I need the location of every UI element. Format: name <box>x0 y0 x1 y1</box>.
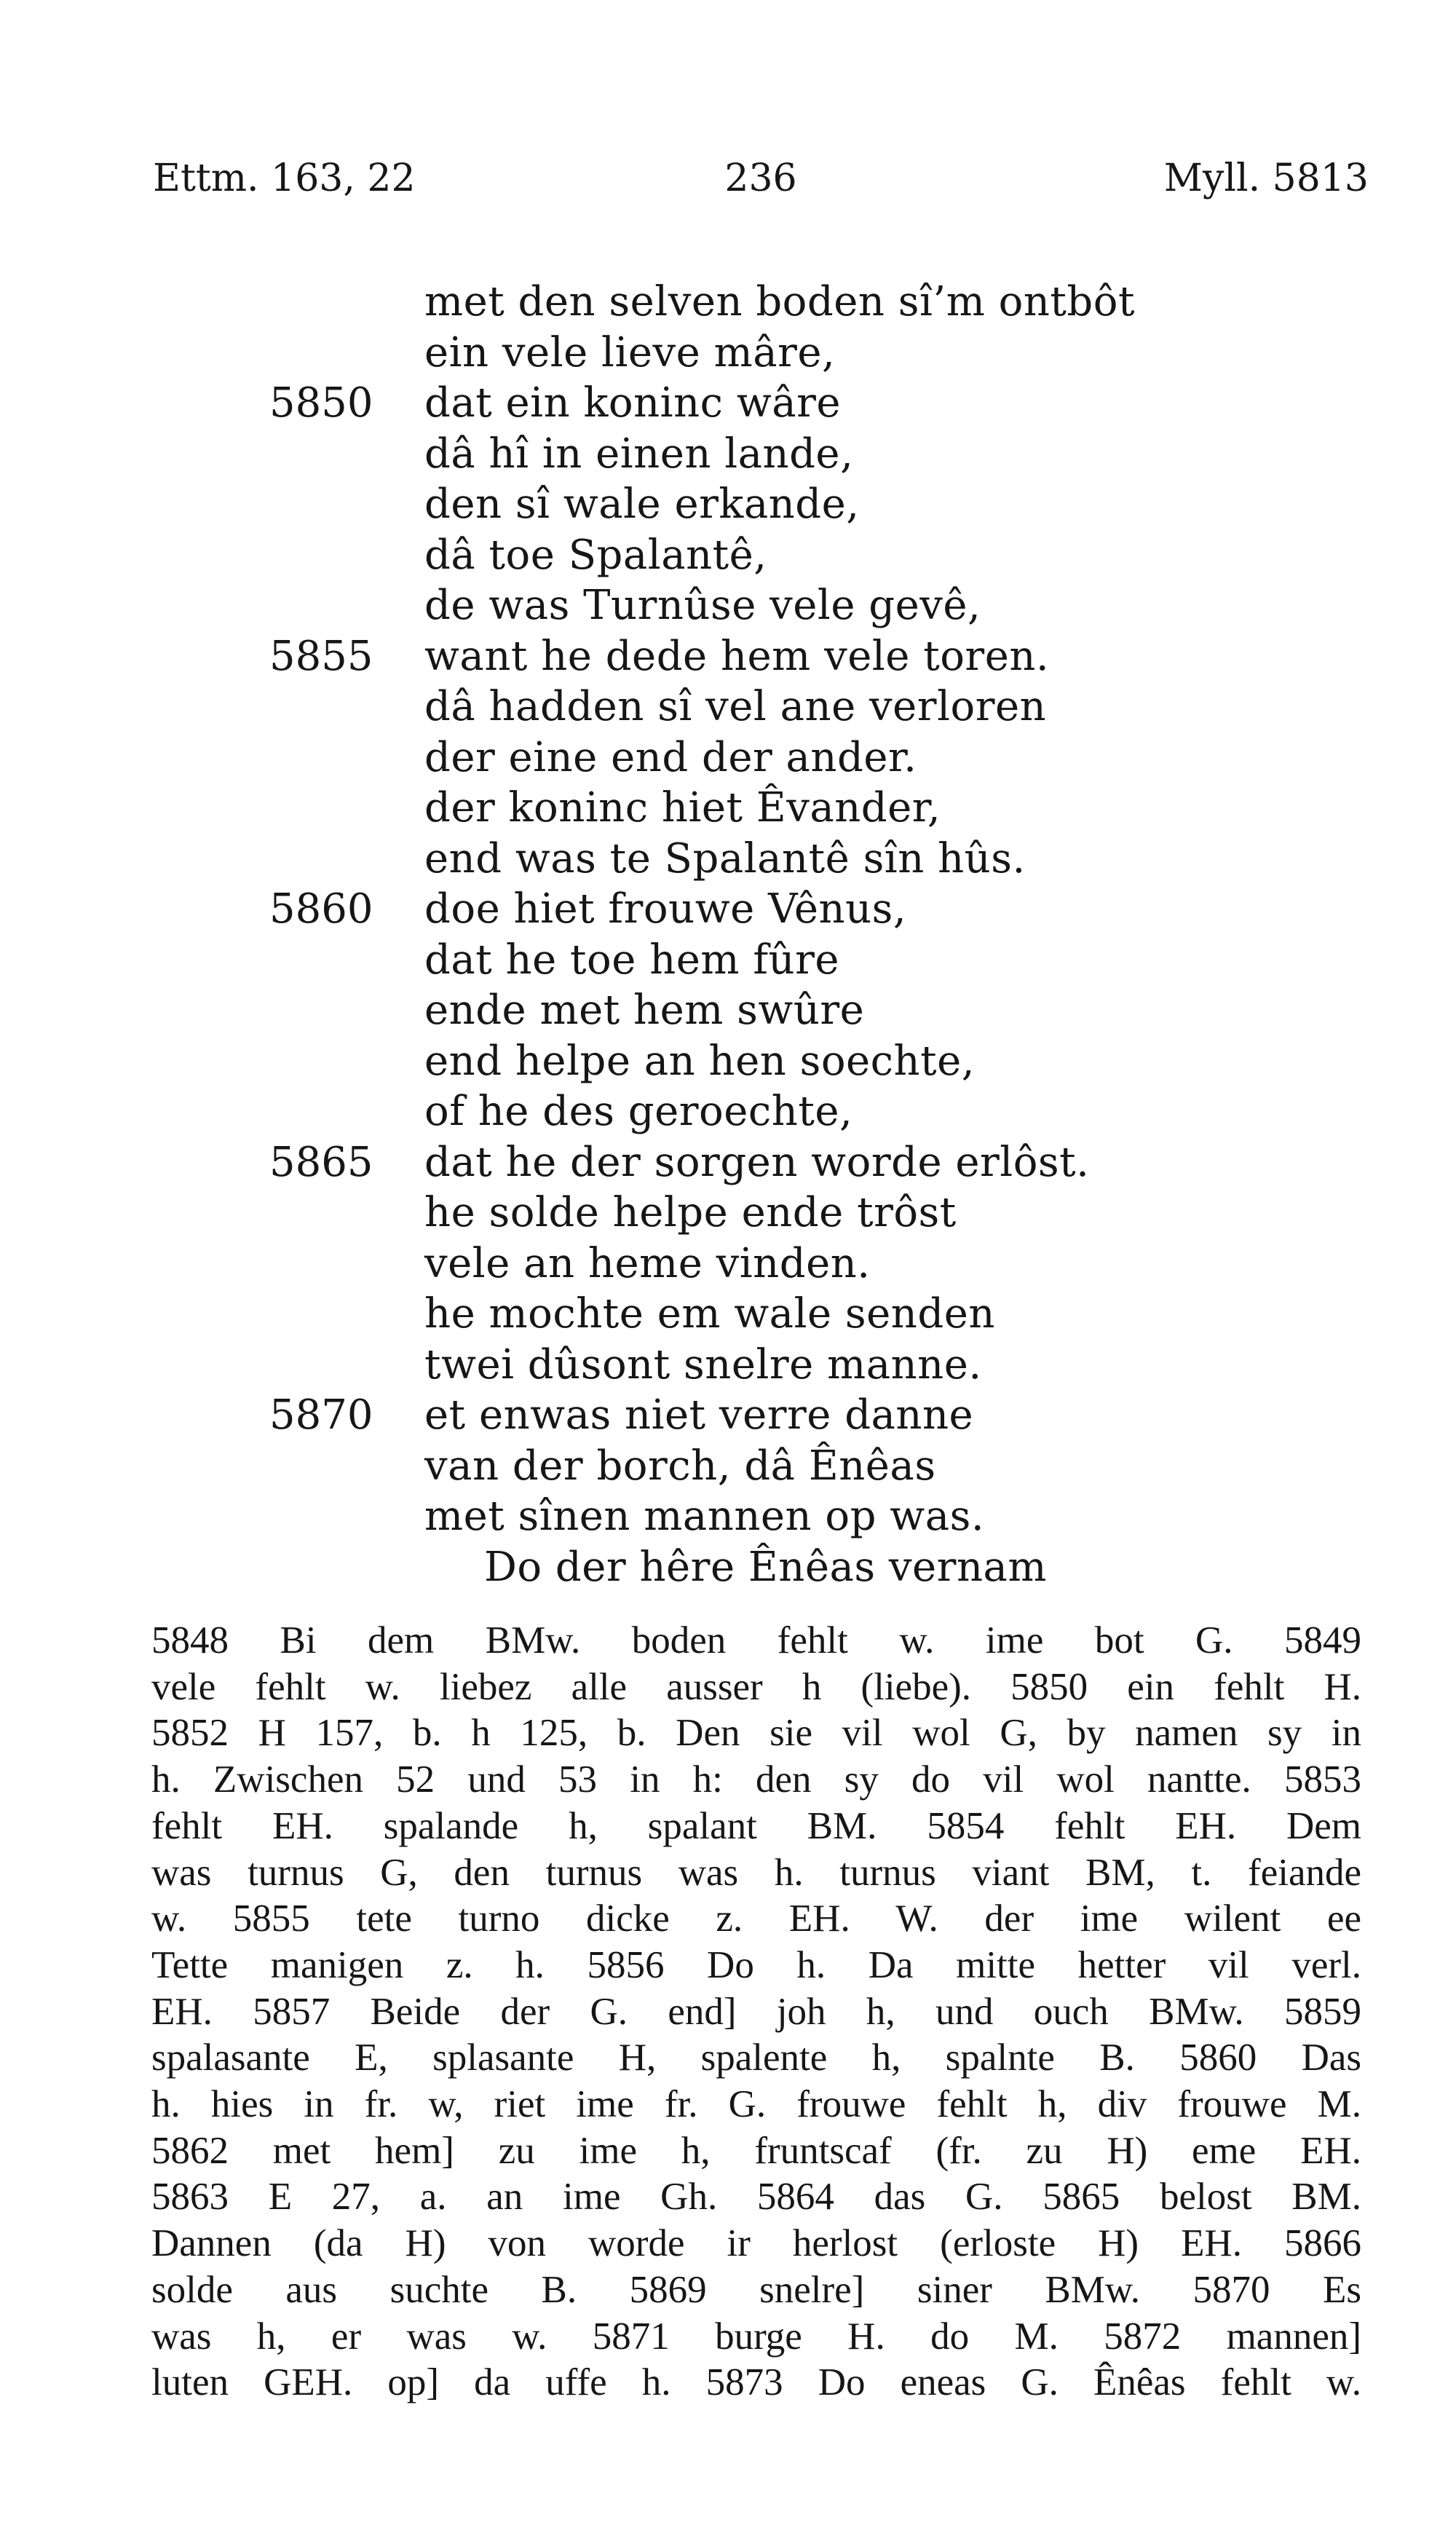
verse-text-line: dâ hî in einen lande, <box>424 430 854 478</box>
verse-line <box>0 682 1456 732</box>
verse-text-line: doe hiet frouwe Vênus, <box>424 885 907 933</box>
verse-line <box>0 1239 1456 1289</box>
verse-text-line: de was Turnûse vele gevê, <box>424 582 981 629</box>
verse-number: 5870 <box>269 1391 373 1439</box>
verse-line <box>0 1036 1456 1087</box>
verse-text <box>0 277 1456 1592</box>
verse-text-line: der koninc hiet Êvander, <box>424 784 941 831</box>
verse-line <box>0 1289 1456 1340</box>
verse-number: 5860 <box>269 885 373 933</box>
verse-line <box>0 985 1456 1036</box>
verse-text-line: of he des geroechte, <box>424 1088 853 1135</box>
verse-text-line: ende met hem swûre <box>424 987 865 1034</box>
verse-text-line: dat he toe hem fûre <box>424 936 840 984</box>
verse-text-line: Do der hêre Ênêas vernam <box>484 1543 1048 1591</box>
apparatus-line: spalasante E, splasante H, spalente h, spalnte B. 5860 Das <box>151 2037 1361 2079</box>
verse-text-line: ein vele lieve mâre, <box>424 328 836 376</box>
verse-line <box>0 1086 1456 1137</box>
verse-text-line: dat he der sorgen worde erlôst. <box>424 1138 1090 1186</box>
verse-line <box>0 732 1456 783</box>
apparatus-line: fehlt EH. spalande h, spalant BM. 5854 fehlt EH. Dem <box>151 1804 1361 1847</box>
verse-line <box>0 580 1456 631</box>
verse-text-line: end helpe an hen soechte, <box>424 1037 976 1085</box>
apparatus-line: 5862 met hem] zu ime h, fruntscaf (fr. zu H) eme EH. <box>151 2129 1361 2172</box>
running-header <box>153 149 1369 208</box>
verse-line <box>0 631 1456 682</box>
verse-text-line: den sî wale erkande, <box>424 481 860 528</box>
verse-line <box>0 479 1456 530</box>
apparatus-line: w. 5855 tete turno dicke z. EH. W. der ime wilent ee <box>151 1897 1361 1940</box>
verse-line <box>0 1340 1456 1391</box>
apparatus-line: 5852 H 157, b. h 125, b. Den sie vil wol G, by namen sy in <box>151 1712 1361 1755</box>
verse-line <box>0 1542 1456 1593</box>
apparatus-line: was turnus G, den turnus was h. turnus viant BM, t. feiande <box>151 1851 1361 1894</box>
verse-text-line: he solde helpe ende trôst <box>424 1189 957 1236</box>
verse-text-line: dâ toe Spalantê, <box>424 531 767 579</box>
apparatus-line: luten GEH. op] da uffe h. 5873 Do eneas G. Ênêas fehlt w. <box>151 2361 1361 2404</box>
verse-text-line: dâ hadden sî vel ane verloren <box>424 683 1047 730</box>
page-number: 236 <box>724 157 797 200</box>
verse-line <box>0 530 1456 581</box>
verse-line <box>0 1390 1456 1441</box>
verse-line <box>0 935 1456 986</box>
verse-text-line: he mochte em wale senden <box>424 1290 995 1338</box>
verse-text-line: dat ein koninc wâre <box>424 379 842 427</box>
apparatus-line: h. Zwischen 52 und 53 in h: den sy do vil wol nantte. 5853 <box>151 1758 1361 1801</box>
verse-number: 5850 <box>269 379 373 427</box>
verse-line <box>0 884 1456 935</box>
apparatus-line: 5863 E 27, a. an ime Gh. 5864 das G. 5865 belost BM. <box>151 2176 1361 2219</box>
apparatus-line: was h, er was w. 5871 burge H. do M. 5872 mannen] <box>151 2315 1361 2358</box>
apparatus-line: 5848 Bi dem BMw. boden fehlt w. ime bot G. 5849 <box>151 1619 1361 1662</box>
apparatus-line: h. hies in fr. w, riet ime fr. G. frouwe fehlt h, div frouwe M. <box>151 2083 1361 2126</box>
verse-line <box>0 834 1456 885</box>
header-right-reference: Myll. 5813 <box>1163 157 1369 200</box>
verse-line <box>0 277 1456 328</box>
apparatus-line: vele fehlt w. liebez alle ausser h (liebe). 5850 ein fehlt H. <box>151 1665 1361 1708</box>
apparatus-line: solde aus suchte B. 5869 snelre] siner BMw. 5870 Es <box>151 2268 1361 2311</box>
verse-text-line: end was te Spalantê sîn hûs. <box>424 834 1026 882</box>
verse-text-line: want he dede hem vele toren. <box>424 632 1050 680</box>
verse-text-line: met den selven boden sî’m ontbôt <box>424 278 1135 325</box>
apparatus-line: Tette manigen z. h. 5856 Do h. Da mitte hetter vil verl. <box>151 1943 1361 1986</box>
verse-text-line: twei dûsont snelre manne. <box>424 1340 982 1389</box>
critical-apparatus <box>151 1618 1361 2406</box>
verse-line <box>0 1441 1456 1492</box>
verse-line <box>0 1491 1456 1542</box>
verse-text-line: met sînen mannen op was. <box>424 1493 985 1540</box>
verse-line <box>0 783 1456 834</box>
verse-number: 5855 <box>269 632 373 680</box>
verse-line <box>0 1137 1456 1188</box>
verse-text-line: der eine end der ander. <box>424 733 917 781</box>
verse-line <box>0 328 1456 379</box>
verse-line <box>0 429 1456 480</box>
verse-number: 5865 <box>269 1138 373 1186</box>
apparatus-line: EH. 5857 Beide der G. end] joh h, und ouch BMw. 5859 <box>151 1990 1361 2033</box>
verse-text-line: et enwas niet verre danne <box>424 1391 974 1439</box>
apparatus-line: Dannen (da H) von worde ir herlost (erloste H) EH. 5866 <box>151 2222 1361 2265</box>
verse-line <box>0 378 1456 429</box>
verse-text-line: van der borch, dâ Ênêas <box>424 1442 936 1490</box>
verse-line <box>0 1188 1456 1239</box>
verse-text-line: vele an heme vinden. <box>424 1239 871 1287</box>
header-left-reference: Ettm. 163, 22 <box>153 157 416 200</box>
